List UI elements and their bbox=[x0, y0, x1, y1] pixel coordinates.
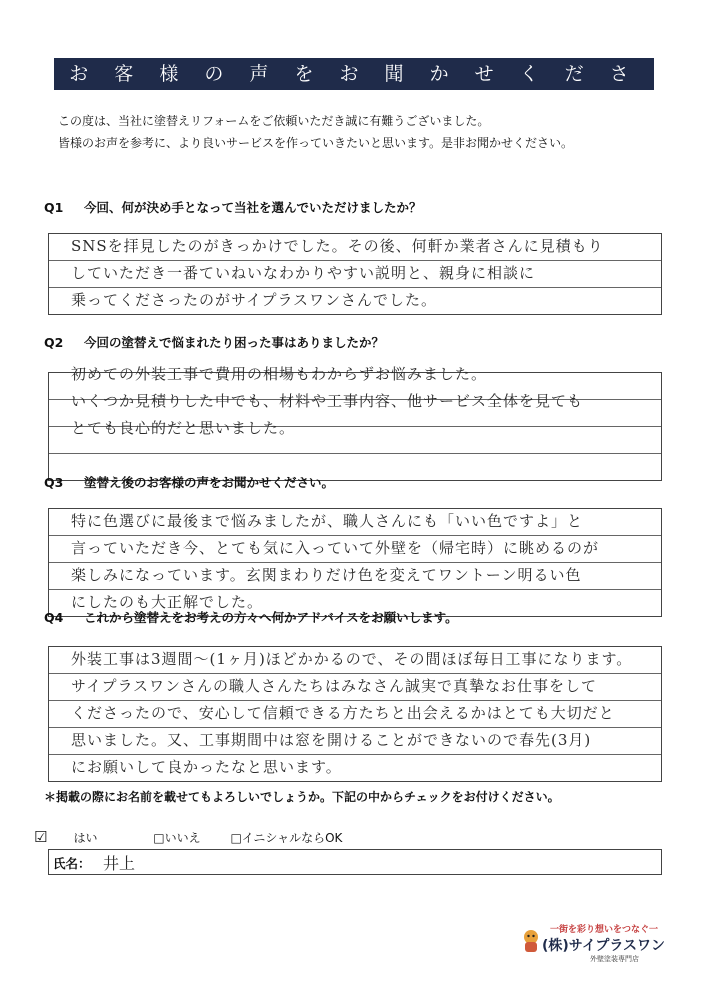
question-number: Q3 bbox=[44, 475, 64, 490]
answer-box-q2 bbox=[48, 365, 662, 481]
option-yes[interactable] bbox=[34, 828, 123, 846]
survey-title: お 客 様 の 声 を お 聞 か せ く だ さ い bbox=[69, 63, 639, 117]
logo-tagline: 一街を彩り想いをつなぐ一 bbox=[550, 925, 659, 935]
question-1 bbox=[44, 198, 422, 216]
answer-line: 乗ってくださったのがサイプラスワンさんでした。 bbox=[71, 291, 438, 309]
answer-line: していただき一番ていねいなわかりやすい説明と、親身に相談に bbox=[71, 264, 536, 282]
answer-line: とても良心的だと思いました。 bbox=[71, 419, 296, 437]
checked-box-icon: ☑ bbox=[34, 828, 48, 846]
question-text: 今回の塗替えで悩まれたり困った事はありましたか？ bbox=[84, 335, 385, 350]
answer-line: 思いました。又、工事期間中は窓を開けることができないので春先(3月) bbox=[71, 731, 592, 749]
name-value: 井上 bbox=[103, 854, 136, 873]
option-no[interactable]: □いいえ bbox=[153, 831, 201, 845]
publish-options bbox=[34, 828, 368, 846]
answer-line: SNSを拝見したのがきっかけでした。その後、何軒か業者さんに見積もり bbox=[71, 237, 604, 255]
answer-box-q4 bbox=[48, 646, 662, 782]
answer-line: サイプラスワンさんの職人さんたちはみなさん誠実で真摯なお仕事をして bbox=[71, 677, 598, 695]
option-initials[interactable]: □イニシャルならOK bbox=[230, 831, 343, 845]
name-label: 氏名： bbox=[53, 856, 91, 871]
question-number: Q4 bbox=[44, 610, 64, 625]
answer-box-q3 bbox=[48, 508, 662, 617]
mascot-icon bbox=[520, 928, 542, 954]
intro-line-2: 皆様のお声を参考に、より良いサービスを作っていきたいと思います。是非お聞かせください。 bbox=[58, 136, 574, 150]
intro-line-1: この度は、当社に塗替えリフォームをご依頼いただき誠に有難うございました。 bbox=[58, 114, 490, 128]
answer-line: 楽しみになっています。玄関まわりだけ色を変えてワントーン明るい色 bbox=[71, 566, 582, 584]
question-4 bbox=[44, 608, 458, 626]
question-2 bbox=[44, 333, 384, 351]
question-number: Q2 bbox=[44, 335, 64, 350]
logo-subtitle: 外壁塗装専門店 bbox=[590, 955, 639, 963]
answer-line: にお願いして良かったなと思います。 bbox=[71, 758, 342, 776]
answer-line: 初めての外装工事で費用の相場もわからずお悩みました。 bbox=[71, 365, 488, 383]
option-yes-label: はい bbox=[73, 831, 98, 845]
answer-line: いくつか見積りした中でも、材料や工事内容、他サービス全体を見ても bbox=[71, 392, 584, 410]
name-field bbox=[48, 849, 662, 875]
answer-line: にしたのも大正解でした。 bbox=[71, 593, 264, 611]
question-text: 今回、何が決め手となって当社を選んでいただけましたか？ bbox=[84, 200, 422, 215]
answer-box-q1 bbox=[48, 233, 662, 315]
question-text: これから塗替えをお考えの方々へ何かアドバイスをお願いします。 bbox=[84, 610, 458, 625]
answer-line: 言っていただき今、とても気に入っていて外壁を（帰宅時）に眺めるのが bbox=[71, 539, 600, 557]
question-text: 塗替え後のお客様の声をお聞かせください。 bbox=[84, 475, 335, 490]
answer-line: くださったので、安心して信頼できる方たちと出会えるかはとても大切だと bbox=[71, 704, 615, 722]
answer-line: 外装工事は3週間～(1ヶ月)ほどかかるので、その間ほぼ毎日工事になります。 bbox=[71, 650, 633, 668]
logo-company-name: (株)サイプラスワン bbox=[542, 938, 665, 954]
question-number: Q1 bbox=[44, 200, 64, 215]
publish-consent-note: ＊掲載の際にお名前を載せてもよろしいでしょうか。下記の中からチェックをお付けください。 bbox=[44, 790, 560, 804]
survey-title-banner bbox=[54, 58, 654, 117]
answer-line: 特に色選びに最後まで悩みましたが、職人さんにも「いい色ですよ」と bbox=[71, 512, 584, 530]
company-logo bbox=[520, 918, 690, 968]
question-3 bbox=[44, 473, 334, 491]
